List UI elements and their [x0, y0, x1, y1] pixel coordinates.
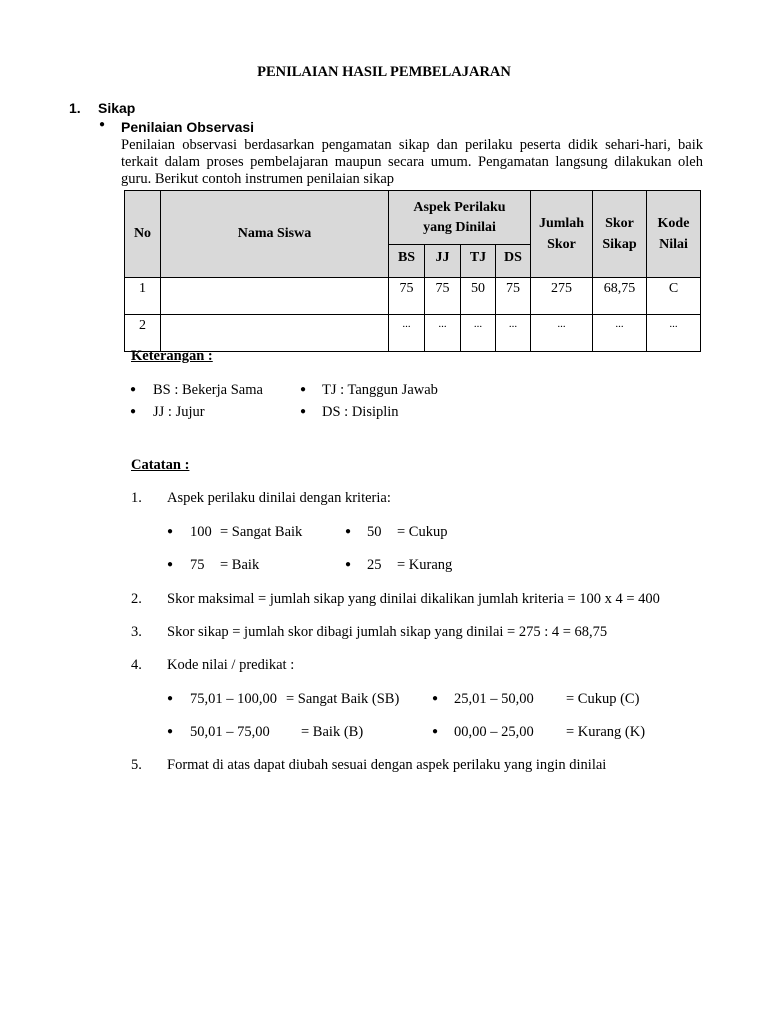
- intro-paragraph: [121, 137, 703, 188]
- cell-kode: ...: [647, 315, 701, 352]
- cell-kode: C: [647, 278, 701, 315]
- paragraph-line: guru. Berikut contoh instrumen penilaian sikap: [121, 171, 395, 187]
- header-nama-siswa: Nama Siswa: [161, 191, 389, 278]
- list-number: 1.: [131, 490, 142, 506]
- list-number: 2.: [131, 591, 142, 607]
- keterangan-title: Keterangan :: [131, 348, 213, 364]
- bullet-icon: ●: [130, 406, 137, 417]
- header-jj: JJ: [425, 245, 461, 278]
- criteria-label: = Cukup: [397, 524, 448, 540]
- header-aspek-line1: Aspek Perilaku: [413, 199, 506, 215]
- cell-tj: ...: [461, 315, 496, 352]
- cell-jj: ...: [425, 315, 461, 352]
- cell-jj: 75: [425, 278, 461, 315]
- criteria-label: = Kurang: [397, 557, 453, 573]
- cell-ds: 75: [496, 278, 531, 315]
- page-title: PENILAIAN HASIL PEMBELAJARAN: [257, 64, 511, 80]
- header-aspek: [389, 191, 531, 245]
- section-number: 1.: [69, 100, 81, 116]
- criteria-label: = Sangat Baik: [220, 524, 303, 540]
- legend-item: DS : Disiplin: [322, 404, 399, 420]
- bullet-icon: ●: [167, 559, 174, 570]
- header-kode-nilai: [647, 191, 701, 278]
- note-item-3: Skor sikap = jumlah skor dibagi jumlah sikap yang dinilai = 275 : 4 = 68,75: [167, 624, 608, 640]
- paragraph-line: Penilaian observasi berdasarkan pengamatan sikap dan perilaku peserta didik sehari-hari, baik: [121, 137, 703, 153]
- note-item-2: Skor maksimal = jumlah sikap yang dinilai dikalikan jumlah kriteria = 100 x 4 = 400: [167, 591, 660, 607]
- criteria-value: 25: [367, 557, 382, 573]
- criteria-value: 50: [367, 524, 382, 540]
- header-aspek-line2: yang Dinilai: [423, 219, 496, 235]
- paragraph-line: terkait dalam proses pembelajaran maupun secara umum. Pengamatan langsung dilakukan oleh: [121, 154, 703, 170]
- bullet-icon: ●: [300, 406, 307, 417]
- header-kode-line1: Kode: [657, 216, 690, 231]
- bullet-icon: ●: [300, 384, 307, 395]
- bullet-icon: ●: [432, 726, 439, 737]
- header-tj: TJ: [461, 245, 496, 278]
- predikat-range: 25,01 – 50,00: [454, 691, 534, 707]
- header-skor-sikap: [593, 191, 647, 278]
- table-row: [125, 278, 701, 315]
- bullet-icon: ●: [345, 526, 352, 537]
- header-bs: BS: [389, 245, 425, 278]
- predikat-label: = Sangat Baik (SB): [286, 691, 400, 707]
- note-item-5: Format di atas dapat diubah sesuai dengan aspek perilaku yang ingin dinilai: [167, 757, 607, 773]
- list-number: 5.: [131, 757, 142, 773]
- cell-no: 1: [125, 278, 161, 315]
- cell-jumlah: 275: [531, 278, 593, 315]
- cell-nama: [161, 315, 389, 352]
- criteria-value: 100: [190, 524, 212, 540]
- bullet-icon: ●: [167, 526, 174, 537]
- predikat-range: 50,01 – 75,00: [190, 724, 270, 740]
- legend-item: JJ : Jujur: [153, 404, 205, 420]
- predikat-label: = Kurang (K): [566, 724, 646, 740]
- bullet-icon: ●: [345, 559, 352, 570]
- section-title: Sikap: [98, 100, 136, 116]
- cell-jumlah: ...: [531, 315, 593, 352]
- criteria-value: 75: [190, 557, 205, 573]
- legend-item: TJ : Tanggun Jawab: [322, 382, 438, 398]
- cell-skor: 68,75: [593, 278, 647, 315]
- bullet-icon: ●: [167, 693, 174, 704]
- note-item-1: Aspek perilaku dinilai dengan kriteria:: [167, 490, 391, 506]
- criteria-label: = Baik: [220, 557, 260, 573]
- predikat-range: 00,00 – 25,00: [454, 724, 534, 740]
- cell-bs: ...: [389, 315, 425, 352]
- table-row: [125, 315, 701, 352]
- header-ds: DS: [496, 245, 531, 278]
- cell-no: 2: [125, 315, 161, 352]
- header-jumlah-line1: Jumlah: [538, 216, 585, 231]
- assessment-table: [124, 190, 701, 352]
- predikat-label: = Cukup (C): [566, 691, 640, 707]
- bullet-icon: ●: [432, 693, 439, 704]
- note-item-4: Kode nilai / predikat :: [167, 657, 295, 673]
- subsection-title: Penilaian Observasi: [121, 119, 255, 135]
- list-number: 4.: [131, 657, 142, 673]
- catatan-title: Catatan :: [131, 457, 190, 473]
- bullet-icon: ●: [99, 119, 106, 130]
- bullet-icon: ●: [167, 726, 174, 737]
- cell-tj: 50: [461, 278, 496, 315]
- cell-bs: 75: [389, 278, 425, 315]
- list-number: 3.: [131, 624, 142, 640]
- predikat-label: = Baik (B): [301, 724, 364, 740]
- legend-item: BS : Bekerja Sama: [153, 382, 263, 398]
- cell-skor: ...: [593, 315, 647, 352]
- header-skor-line1: Skor: [605, 216, 634, 231]
- cell-nama: [161, 278, 389, 315]
- bullet-icon: ●: [130, 384, 137, 395]
- header-no: No: [125, 191, 161, 278]
- header-jumlah-skor: [531, 191, 593, 278]
- predikat-range: 75,01 – 100,00: [190, 691, 277, 707]
- header-kode-line2: Nilai: [659, 237, 688, 252]
- header-skor-line2: Sikap: [602, 237, 637, 252]
- header-jumlah-line2: Skor: [547, 237, 576, 252]
- cell-ds: ...: [496, 315, 531, 352]
